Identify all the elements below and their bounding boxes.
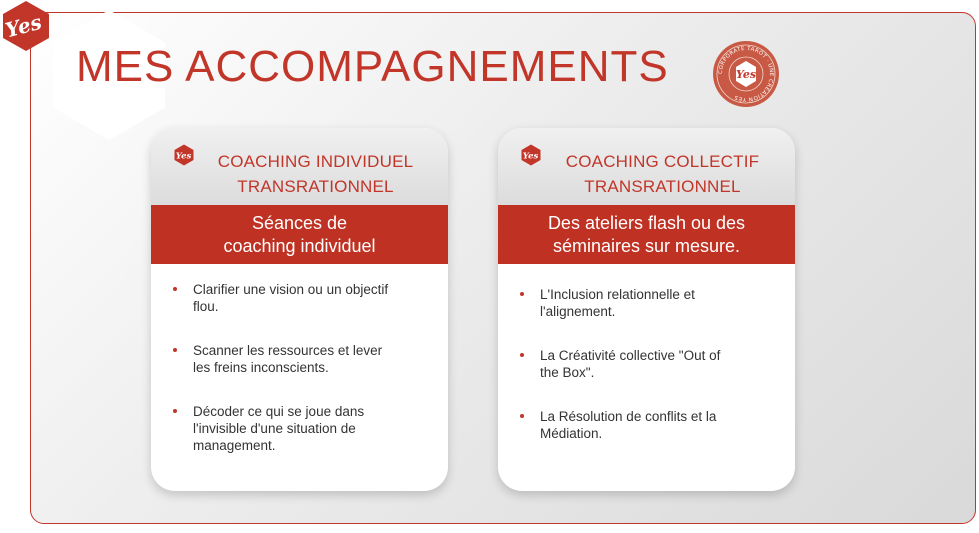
card-title	[183, 149, 448, 199]
card-title-line1: COACHING INDIVIDUEL	[217, 152, 414, 171]
card-individual-coaching	[151, 128, 448, 491]
page-title: MES ACCOMPAGNEMENTS	[76, 42, 669, 91]
card-title-line1: COACHING COLLECTIF	[565, 152, 760, 171]
card-subtitle-line2: séminaires sur mesure.	[552, 235, 741, 256]
card-title-line2: TRANSRATIONNEL	[584, 177, 741, 196]
svg-text:Yes: Yes	[522, 151, 539, 162]
yes-logo-icon	[0, 0, 52, 52]
card-subtitle-line2: coaching individuel	[223, 235, 376, 256]
card-bullet-list	[498, 286, 795, 442]
seal-ring-text: CORPORATE TAROT · UNE CRÉATION YES	[717, 45, 775, 103]
card-title-line2: TRANSRATIONNEL	[237, 177, 394, 196]
card-subtitle-band	[151, 205, 448, 264]
list-item: Décoder ce qui se joue dans l'invisible d'une situation de management.	[193, 403, 432, 454]
svg-text:Yes: Yes	[175, 151, 192, 162]
card-header	[151, 128, 448, 205]
card-title	[530, 149, 795, 199]
list-item: Scanner les ressources et lever les freins inconscients.	[193, 342, 432, 376]
list-item: La Créativité collective "Out of the Box".	[540, 347, 779, 381]
corporate-tarot-seal	[712, 40, 780, 108]
card-bullet-list	[151, 281, 448, 454]
svg-text:Yes: Yes	[2, 9, 45, 43]
seal-center-text: Yes	[735, 68, 757, 81]
list-item: L'Inclusion relationnelle et l'alignement.	[540, 286, 779, 320]
card-header	[498, 128, 795, 205]
list-item: Clarifier une vision ou un objectif flou.	[193, 281, 432, 315]
card-subtitle-line1: Séances de	[251, 212, 348, 233]
card-subtitle-line1: Des ateliers flash ou des	[547, 212, 746, 233]
card-subtitle-band	[498, 205, 795, 264]
list-item: La Résolution de conflits et la Médiation.	[540, 408, 779, 442]
card-collective-coaching	[498, 128, 795, 491]
